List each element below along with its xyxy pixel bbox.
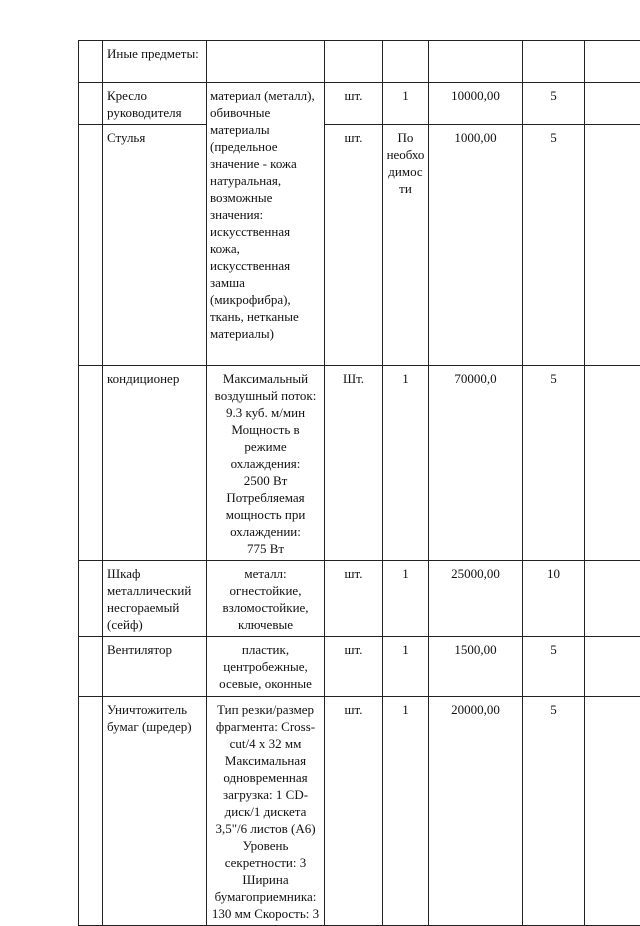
- item-description: металл: огнестойкие, взломостойкие, ключевые: [207, 561, 325, 637]
- index-cell: [79, 41, 103, 83]
- item-price: 10000,00: [429, 83, 523, 125]
- section-header-row: [79, 41, 640, 83]
- item-price: 70000,0: [429, 366, 523, 561]
- table-row: [79, 366, 640, 561]
- empty-cell: [585, 561, 640, 637]
- item-price: 20000,00: [429, 697, 523, 926]
- item-quantity: 1: [383, 366, 429, 561]
- empty-cell: [585, 41, 640, 83]
- item-unit: шт.: [325, 125, 383, 366]
- empty-cell: [523, 41, 585, 83]
- empty-cell: [585, 83, 640, 125]
- item-term: 5: [523, 637, 585, 697]
- item-unit: Шт.: [325, 366, 383, 561]
- item-description: Тип резки/размер фрагмента: Cross- cut/4 х 32 мм Максимальная одновременная загрузка: 1 CD- диск/1 дискета 3,5"/6 листов (А6) Уровень секретности: 3 Ширина бумагоприемника: 130 мм Скорость: 3: [207, 697, 325, 926]
- item-name: Вентилятор: [103, 637, 207, 697]
- item-name: Шкаф металлический несгораемый (сейф): [103, 561, 207, 637]
- empty-cell: [325, 41, 383, 83]
- index-cell: [79, 366, 103, 561]
- table-row: [79, 637, 640, 697]
- item-term: 5: [523, 366, 585, 561]
- empty-cell: [429, 41, 523, 83]
- item-price: 25000,00: [429, 561, 523, 637]
- index-cell: [79, 637, 103, 697]
- item-description: пластик, центробежные, осевые, оконные: [207, 637, 325, 697]
- empty-cell: [383, 41, 429, 83]
- item-unit: шт.: [325, 697, 383, 926]
- item-description: материал (металл), обивочные материалы (предельное значение - кожа натуральная, возможные значения: искусственная кожа, искусственная замша (микрофибра), ткань, нетканые материалы): [207, 83, 325, 366]
- table-row: [79, 697, 640, 926]
- index-cell: [79, 83, 103, 125]
- item-quantity: 1: [383, 697, 429, 926]
- empty-cell: [207, 41, 325, 83]
- item-term: 5: [523, 83, 585, 125]
- item-name: Стулья: [103, 125, 207, 366]
- item-price: 1500,00: [429, 637, 523, 697]
- table-row: [79, 83, 640, 125]
- item-unit: шт.: [325, 83, 383, 125]
- table-row: [79, 125, 640, 366]
- item-price: 1000,00: [429, 125, 523, 366]
- item-quantity: 1: [383, 83, 429, 125]
- index-cell: [79, 697, 103, 926]
- empty-cell: [585, 697, 640, 926]
- item-description: Максимальный воздушный поток: 9.3 куб. м/мин Мощность в режиме охлаждения: 2500 Вт Потребляемая мощность при охлаждении: 775 Вт: [207, 366, 325, 561]
- item-unit: шт.: [325, 637, 383, 697]
- item-quantity: 1: [383, 561, 429, 637]
- item-quantity: 1: [383, 637, 429, 697]
- item-term: 5: [523, 125, 585, 366]
- item-name: Уничтожитель бумаг (шредер): [103, 697, 207, 926]
- item-term: 10: [523, 561, 585, 637]
- section-title: Иные предметы:: [103, 41, 207, 83]
- items-table: [78, 40, 640, 926]
- index-cell: [79, 125, 103, 366]
- index-cell: [79, 561, 103, 637]
- item-quantity: По необхо димос ти: [383, 125, 429, 366]
- item-name: кондиционер: [103, 366, 207, 561]
- empty-cell: [585, 125, 640, 366]
- table-row: [79, 561, 640, 637]
- item-name: Кресло руководителя: [103, 83, 207, 125]
- item-term: 5: [523, 697, 585, 926]
- empty-cell: [585, 366, 640, 561]
- empty-cell: [585, 637, 640, 697]
- item-unit: шт.: [325, 561, 383, 637]
